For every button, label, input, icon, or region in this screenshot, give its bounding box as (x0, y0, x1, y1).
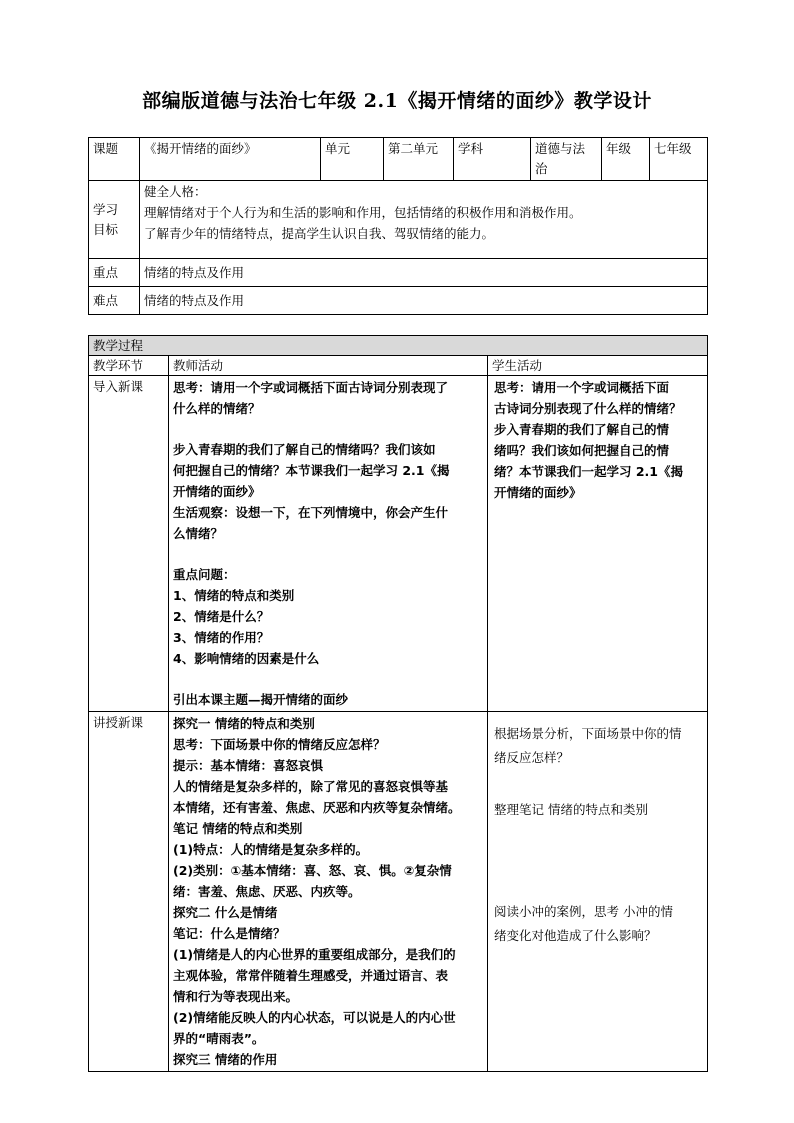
text-line: 情和行为等表现出来。 (173, 989, 299, 1004)
text-line: 开情绪的面纱》 (494, 485, 582, 500)
text-line: (1)特点：人的情绪是复杂多样的。 (173, 842, 369, 857)
text-line: 步入青春期的我们了解自己的情 (494, 422, 670, 437)
text-line: 3、情绪的作用？ (173, 630, 270, 645)
course-label: 课题 (89, 138, 140, 181)
intro-teacher-activity (169, 376, 488, 712)
text-line: 人的情绪是复杂多样的，除了常见的喜怒哀惧等基 (173, 779, 449, 794)
col-stage-header: 教学环节 (89, 356, 169, 376)
objectives-content (140, 181, 708, 259)
text-line: 绪：害羞、焦虑、厌恶、内疚等。 (173, 884, 361, 899)
text-line: 古诗词分别表现了什么样的情绪？ (494, 401, 682, 416)
text-line: 生活观察：设想一下，在下列情境中，你会产生什 (173, 505, 449, 520)
text-line: 主观体验，常常伴随着生理感受，并通过语言、表 (173, 968, 449, 983)
text-line: 2、情绪是什么？ (173, 609, 270, 624)
grade-value: 七年级 (650, 138, 708, 181)
col-student-header: 学生活动 (488, 356, 708, 376)
lecture-stage: 讲授新课 (89, 712, 169, 1072)
text-line: 探究三 情绪的作用 (173, 1052, 278, 1067)
text-line: 笔记：什么是情绪？ (173, 926, 286, 941)
text-line: 思考：下面场景中你的情绪反应怎样？ (173, 737, 386, 752)
difficulty-value: 情绪的特点及作用 (140, 287, 708, 315)
subject-value: 道德与法治 (531, 138, 602, 181)
intro-stage: 导入新课 (89, 376, 169, 712)
key-point-value: 情绪的特点及作用 (140, 259, 708, 287)
text-line: 步入青春期的我们了解自己的情绪吗？我们该如 (173, 442, 436, 457)
text-line: 阅读小冲的案例，思考 小冲的情 (494, 904, 673, 919)
text-line: 思考：请用一个字或词概括下面古诗词分别表现了 (173, 380, 449, 395)
text-line: 根据场景分析，下面场景中你的情 (494, 726, 682, 741)
text-line: (2)类别：①基本情绪：喜、怒、哀、惧。②复杂情 (173, 863, 452, 878)
key-point-label: 重点 (89, 259, 140, 287)
difficulty-label: 难点 (89, 287, 140, 315)
process-header: 教学过程 (89, 336, 708, 356)
text-line: 笔记 情绪的特点和类别 (173, 821, 303, 836)
col-teacher-header: 教师活动 (169, 356, 488, 376)
lecture-teacher-activity (169, 712, 488, 1072)
intro-student-activity (488, 376, 708, 712)
objective-line: 健全人格： (144, 184, 207, 199)
unit-label: 单元 (321, 138, 384, 181)
grade-label: 年级 (602, 138, 650, 181)
lecture-student-activity (488, 712, 708, 1072)
subject-label: 学科 (454, 138, 531, 181)
text-line: 本情绪，还有害羞、焦虑、厌恶和内疚等复杂情绪。 (173, 800, 461, 815)
text-line: 么情绪？ (173, 526, 224, 541)
course-value: 《揭开情绪的面纱》 (140, 138, 321, 181)
text-line: 探究二 什么是情绪 (173, 905, 278, 920)
text-line: (1)情绪是人的内心世界的重要组成部分，是我们的 (173, 947, 456, 962)
text-line: 界的“晴雨表”。 (173, 1031, 265, 1046)
objectives-label (89, 181, 140, 259)
text-line: 绪反应怎样？ (494, 750, 570, 765)
text-line: 提示：基本情绪：喜怒哀惧 (173, 758, 324, 773)
text-line: 探究一 情绪的特点和类别 (173, 716, 315, 731)
text-line: 开情绪的面纱》 (173, 484, 261, 499)
objectives-label-line: 学习 (93, 201, 119, 217)
text-line: 思考：请用一个字或词概括下面 (494, 380, 670, 395)
teaching-process-table (88, 335, 708, 1072)
text-line: 绪？本节课我们一起学习 2.1《揭 (494, 464, 683, 479)
text-line: 绪吗？我们该如何把握自己的情 (494, 443, 670, 458)
text-line: (2)情绪能反映人的内心状态，可以说是人的内心世 (173, 1010, 456, 1025)
unit-value: 第二单元 (384, 138, 454, 181)
text-line: 整理笔记 情绪的特点和类别 (494, 802, 648, 817)
text-line: 4、影响情绪的因素是什么 (173, 651, 320, 666)
text-line: 引出本课主题—揭开情绪的面纱 (173, 692, 349, 707)
page-title: 部编版道德与法治七年级 2.1《揭开情绪的面纱》教学设计 (142, 90, 652, 112)
text-line: 何把握自己的情绪？本节课我们一起学习 2.1《揭 (173, 463, 450, 478)
text-line: 绪变化对他造成了什么影响？ (494, 928, 657, 943)
text-line: 什么样的情绪？ (173, 401, 261, 416)
text-line: 1、情绪的特点和类别 (173, 588, 295, 603)
objective-line: 了解青少年的情绪特点，提高学生认识自我、驾驭情绪的能力。 (144, 226, 495, 241)
objectives-label-line: 目标 (93, 221, 119, 237)
text-line: 重点问题： (173, 567, 236, 582)
objective-line: 理解情绪对于个人行为和生活的影响和作用，包括情绪的积极作用和消极作用。 (144, 205, 582, 220)
lesson-info-table (88, 137, 708, 315)
